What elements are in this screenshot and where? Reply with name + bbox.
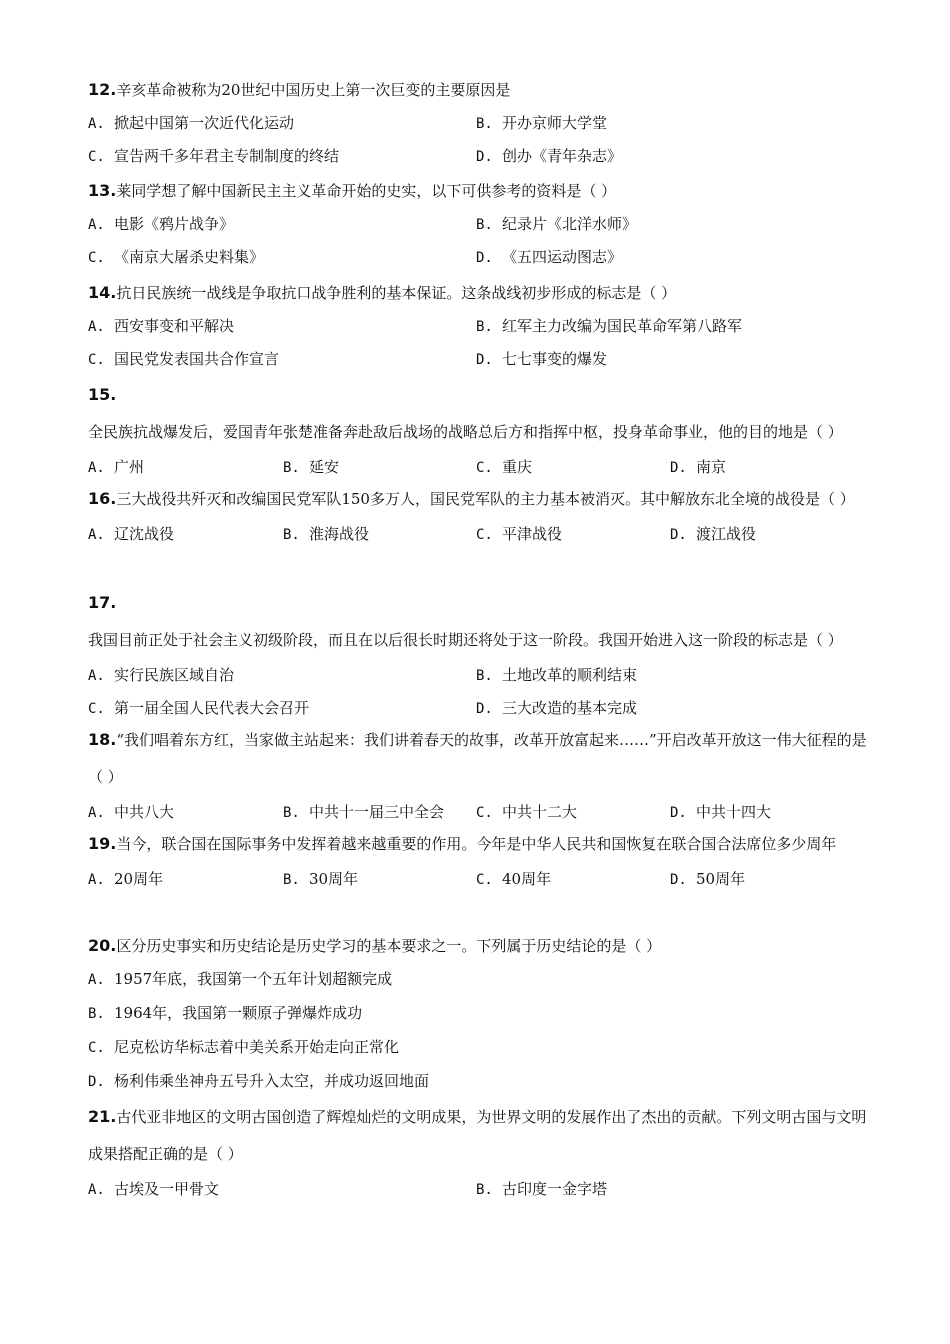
option-a[interactable]: A. 辽沈战役	[88, 525, 175, 543]
option-b[interactable]: B. 古印度一金字塔	[476, 1180, 608, 1198]
question-stem	[88, 929, 868, 963]
question-number: 13.	[88, 181, 117, 200]
question-18	[88, 721, 868, 829]
option-b[interactable]: B. 30周年	[283, 870, 359, 888]
options-row	[88, 518, 868, 551]
question-number: 21.	[88, 1107, 117, 1126]
question-stem	[88, 276, 868, 310]
option-c[interactable]: C. 平津战役	[476, 525, 563, 543]
question-number: 15.	[88, 385, 117, 404]
options-row	[88, 241, 868, 274]
question-13	[88, 174, 868, 274]
question-stem	[88, 73, 868, 107]
question-number: 18.	[88, 730, 117, 749]
option-a[interactable]: A. 古埃及一甲骨文	[88, 1180, 220, 1198]
question-number: 12.	[88, 80, 117, 99]
option-c[interactable]: C. 尼克松访华标志着中美关系开始走向正常化	[88, 1038, 400, 1056]
option-c[interactable]: C. 国民党发表国共合作宣言	[88, 350, 280, 368]
option-c[interactable]: C. 《南京大屠杀史料集》	[88, 248, 265, 266]
option-d[interactable]: D. 七七事变的爆发	[476, 350, 608, 368]
question-stem	[88, 721, 868, 796]
question-number: 20.	[88, 936, 117, 955]
option-a[interactable]: A. 西安事变和平解决	[88, 317, 235, 335]
question-stem	[88, 174, 868, 208]
options-row	[88, 310, 868, 343]
options-row	[88, 107, 868, 140]
option-a[interactable]: A. 1957年底，我国第一个五年计划超额完成	[88, 970, 393, 988]
question-text: 当今，联合国在国际事务中发挥着越来越重要的作用。今年是中华人民共和国恢复在联合国合法席位多少周年	[116, 835, 837, 853]
option-c[interactable]: C. 宣告两千多年君主专制制度的终结	[88, 147, 340, 165]
options-row	[88, 140, 868, 173]
question-17	[88, 584, 868, 725]
options-row	[88, 863, 868, 896]
option-b[interactable]: B. 淮海战役	[283, 525, 370, 543]
question-text: 我国目前正处于社会主义初级阶段，而且在以后很长时期还将处于这一阶段。我国开始进入这一阶段的标志是（ ）	[88, 631, 843, 649]
question-stem	[88, 376, 868, 451]
option-d[interactable]: D. 三大改造的基本完成	[476, 699, 638, 717]
option-b[interactable]: B. 延安	[283, 458, 340, 476]
option-a[interactable]: A. 电影《鸦片战争》	[88, 215, 235, 233]
question-text: 抗日民族统一战线是争取抗口战争胜利的基本保证。这条战线初步形成的标志是（ ）	[116, 284, 677, 302]
question-number: 17.	[88, 593, 117, 612]
question-19	[88, 825, 868, 896]
options-row	[88, 343, 868, 376]
options-row	[88, 208, 868, 241]
options-row	[88, 1173, 868, 1206]
option-b[interactable]: B. 红军主力改编为国民革命军第八路军	[476, 317, 743, 335]
question-14	[88, 276, 868, 376]
option-a[interactable]: A. 广州	[88, 458, 145, 476]
option-b[interactable]: B. 1964年，我国第一颗原子弹爆炸成功	[88, 1004, 363, 1022]
option-d[interactable]: D. 中共十四大	[670, 803, 772, 821]
question-text: 莱同学想了解中国新民主主义革命开始的史实，以下可供参考的资料是（ ）	[116, 182, 617, 200]
question-text: 全民族抗战爆发后，爱国青年张楚准备奔赴敌后战场的战略总后方和指挥中枢，投身革命事业，他的目的地是（ ）	[88, 423, 843, 441]
option-c[interactable]: C. 重庆	[476, 458, 533, 476]
option-b[interactable]: B. 开办京师大学堂	[476, 114, 608, 132]
question-21	[88, 1098, 868, 1206]
question-16	[88, 480, 868, 551]
option-a[interactable]: A. 掀起中国第一次近代化运动	[88, 114, 295, 132]
option-d[interactable]: D. 渡江战役	[670, 525, 757, 543]
question-text: “我们唱着东方红，当家做主站起来：我们讲着春天的故事，改革开放富起来……”开启改革开放这一伟大征程的是（ ）	[88, 731, 867, 786]
options-row	[88, 659, 868, 692]
question-text: 辛亥革命被称为20世纪中国历史上第一次巨变的主要原因是	[116, 81, 511, 99]
option-c[interactable]: C. 40周年	[476, 870, 552, 888]
option-a[interactable]: A. 20周年	[88, 870, 164, 888]
option-d[interactable]: D. 创办《青年杂志》	[476, 147, 623, 165]
option-d[interactable]: D. 杨利伟乘坐神舟五号升入太空，并成功返回地面	[88, 1072, 430, 1090]
question-number: 14.	[88, 283, 117, 302]
question-text: 古代亚非地区的文明古国创造了辉煌灿烂的文明成果，为世界文明的发展作出了杰出的贡献。下列文明古国与文明成果搭配正确的是（ ）	[88, 1108, 867, 1163]
question-stem	[88, 584, 868, 659]
option-b[interactable]: B. 土地改革的顺利结束	[476, 666, 638, 684]
question-20	[88, 929, 868, 1099]
question-stem	[88, 1098, 868, 1173]
option-d[interactable]: D. 《五四运动图志》	[476, 248, 623, 266]
option-c[interactable]: C. 第一届全国人民代表大会召开	[88, 699, 310, 717]
option-b[interactable]: B. 纪录片《北洋水师》	[476, 215, 638, 233]
option-d[interactable]: D. 南京	[670, 458, 727, 476]
option-a[interactable]: A. 中共八大	[88, 803, 175, 821]
option-a[interactable]: A. 实行民族区域自治	[88, 666, 235, 684]
question-text: 三大战役共歼灭和改编国民党军队150多万人，国民党军队的主力基本被消灭。其中解放东北全境的战役是（ ）	[116, 490, 855, 508]
question-text: 区分历史事实和历史结论是历史学习的基本要求之一。下列属于历史结论的是（ ）	[116, 937, 662, 955]
option-c[interactable]: C. 中共十二大	[476, 803, 578, 821]
question-stem	[88, 825, 868, 863]
option-b[interactable]: B. 中共十一届三中全会	[283, 803, 445, 821]
question-stem	[88, 480, 868, 518]
question-15	[88, 376, 868, 484]
question-number: 16.	[88, 489, 117, 508]
option-d[interactable]: D. 50周年	[670, 870, 746, 888]
question-number: 19.	[88, 834, 117, 853]
question-12	[88, 73, 868, 173]
